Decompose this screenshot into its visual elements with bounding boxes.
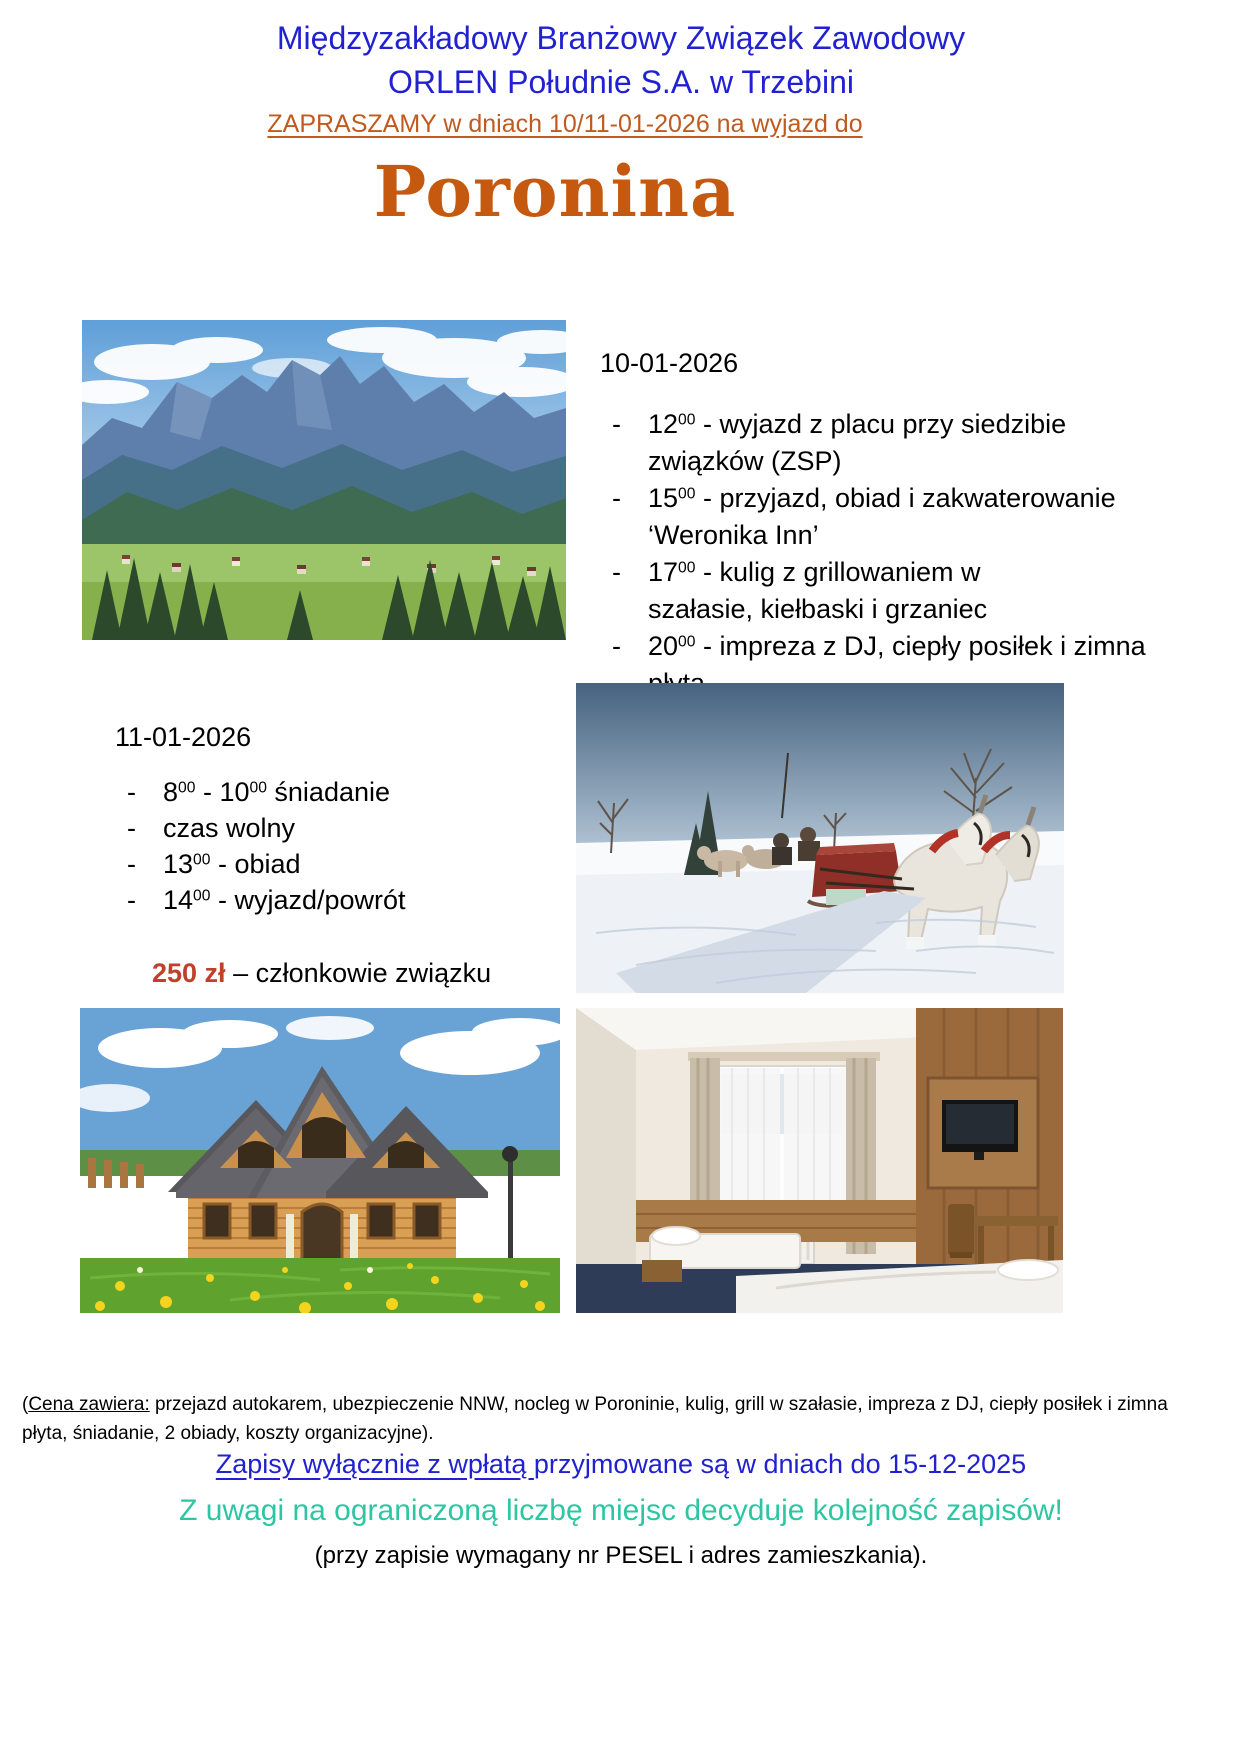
list-item-text: $17^{00}$ - kulig z grillowaniem w szałasie, kiełbaski i grzaniec [648,557,988,624]
invitation-text: ZAPRASZAMY w dniach 10/11-01-2026 na wyjazd do [267,110,863,138]
lawn [80,1258,560,1313]
day1-date: 10-01-2026 [600,348,739,378]
list-bullet: - [127,849,136,879]
price-description: – członkowie związku [225,958,492,988]
signup-deadline-line [0,1449,1242,1480]
fine-print-open: ( [22,1394,29,1415]
day2-list-item [127,810,545,846]
day2-list-item [127,846,545,882]
day1-list-item [612,406,1180,480]
day1-program [600,348,1180,702]
day2-list-item [127,774,545,810]
list-bullet: - [127,885,136,915]
list-bullet: - [127,777,136,807]
hotel-room-photo [576,1008,1063,1313]
list-bullet: - [612,631,621,661]
list-bullet: - [127,813,136,843]
day1-list [600,406,1180,702]
destination-title: Poronina [373,150,737,233]
list-item-text: $14^{00}$ - wyjazd/powrót [163,885,406,915]
sleigh-ride-photo [576,683,1064,993]
signup-rest: przyjmowane są w dniach do 15-12-2025 [533,1449,1027,1479]
list-item-text: czas wolny [163,813,296,843]
list-item-text: $12^{00}$ - wyjazd z placu przy siedzibie związków (ZSP) [648,409,1067,476]
invitation-line [0,110,1130,139]
price-line [152,958,491,989]
day2-list [115,774,545,918]
day2-list-item [127,882,545,918]
day1-list-item [612,554,1180,628]
organization-title-line1: Międzyzakładowy Branżowy Związek Zawodowy [276,20,966,56]
day1-list-item [612,480,1180,554]
fine-print-line1: przejazd autokarem, ubezpieczenie NNW, nocleg w Poroninie, kulig, grill w szałasie, impreza z DJ, ciepły posiłek i zimna [149,1394,1168,1415]
list-item-text: $20^{00}$ - impreza z DJ, ciepły posiłek i zimna [648,631,1146,661]
limited-places-line: Z uwagi na ograniczoną liczbę miejsc decyduje kolejność zapisów! [179,1494,1063,1527]
fine-print-line2: płyta, śniadanie, 2 obiady, koszty organizacyjne). [22,1423,434,1444]
list-bullet: - [612,483,621,513]
list-item-text: $13^{00}$ - obiad [163,849,301,879]
tatra-mountains-photo [82,320,566,640]
fine-print [22,1390,1222,1448]
list-bullet: - [612,409,621,439]
signup-underlined: Zapisy wyłącznie z wpłatą [215,1449,534,1479]
list-bullet: - [612,557,621,587]
fine-print-underlined: Cena zawiera: [28,1394,150,1415]
guesthouse-photo [80,1008,560,1313]
list-item-text: $15^{00}$ - przyjazd, obiad i zakwaterowanie ‘Weronika Inn’ [648,483,1116,550]
organization-title-line2: ORLEN Południe S.A. w Trzebini [388,64,854,100]
day2-date: 11-01-2026 [115,722,252,752]
price-amount: 250 zł [152,958,226,988]
list-item-text: $8^{00} - 10^{00}$ śniadanie [163,777,391,807]
day2-program [115,722,545,918]
pesel-note: (przy zapisie wymagany nr PESEL i adres zamieszkania). [314,1542,928,1569]
tv [942,1100,1018,1160]
